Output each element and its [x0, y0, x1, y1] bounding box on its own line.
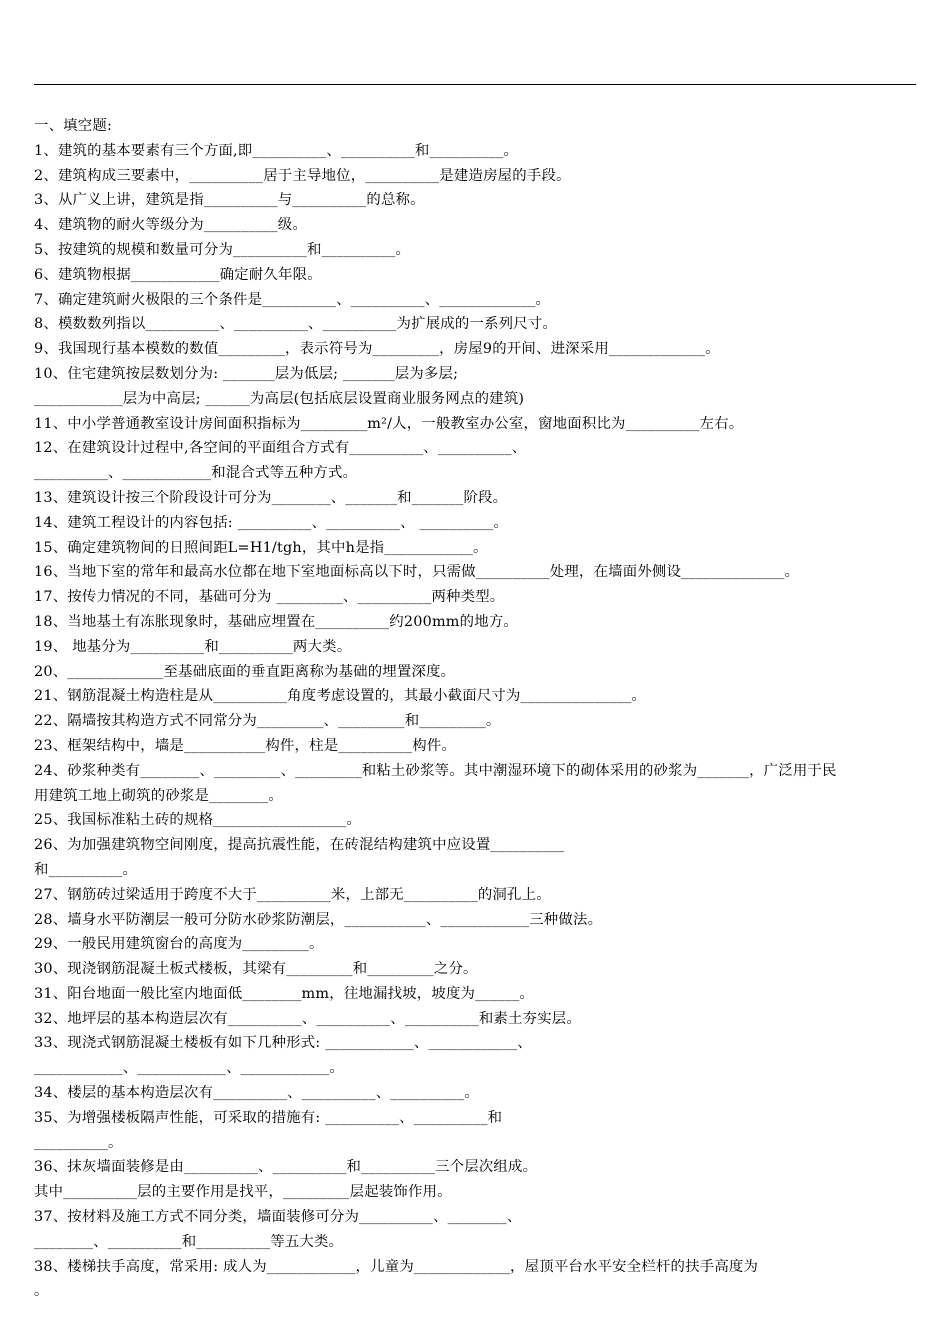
question-line: 17、按传力情况的不同，基础可分为 _________、__________两种类型。 — [34, 589, 505, 606]
question-line: 14、建筑工程设计的内容包括: __________、__________、 __________。 — [34, 514, 509, 531]
question-line: 3、从广义上讲，建筑是指__________与__________的总称。 — [34, 192, 425, 209]
question-line: 8、模数数列指以__________、__________、__________为扩展成的一系列尺寸。 — [34, 316, 558, 333]
question-line: 16、当地下室的常年和最高水位都在地下室地面标高以下时，只需做__________处理，在墙面外侧设______________。 — [34, 564, 800, 581]
question-line: 和__________。 — [34, 861, 138, 878]
question-line: 5、按建筑的规模和数量可分为__________和__________。 — [34, 241, 411, 258]
question-line: 33、现浇式钢筋混凝土楼板有如下几种形式: ____________、____________、 — [34, 1035, 532, 1052]
question-line: 26、为加强建筑物空间刚度，提高抗震性能，在砖混结构建筑中应设置__________ — [34, 837, 565, 854]
question-line: 6、建筑物根据____________确定耐久年限。 — [34, 266, 322, 283]
question-line: 29、一般民用建筑窗台的高度为_________。 — [34, 936, 324, 953]
question-line: 18、当地基土有冻胀现象时，基础应埋置在__________约200mm的地方。 — [34, 613, 519, 630]
question-line: 30、现浇钢筋混凝土板式楼板，其梁有_________和_________之分。 — [34, 961, 478, 978]
question-line: 37、按材料及施工方式不同分类，墙面装修可分为__________、________、 — [34, 1209, 522, 1226]
question-line: 12、在建筑设计过程中,各空间的平面组合方式有__________、__________、 — [34, 440, 527, 457]
section-title: 一、填空题: — [34, 118, 113, 134]
question-line: 9、我国现行基本模数的数值_________，表示符号为_________，房屋9的开间、进深采用_____________。 — [34, 341, 720, 358]
question-line: 2、建筑构成三要素中，__________居于主导地位，__________是建造房屋的手段。 — [34, 167, 571, 184]
question-line: 23、框架结构中，墙是___________构件，柱是__________构件。 — [34, 737, 457, 754]
question-line: 7、确定建筑耐火极限的三个条件是__________、__________、_____________。 — [34, 291, 551, 308]
question-line: 25、我国标准粘土砖的规格__________________。 — [34, 812, 361, 829]
question-line: ____________层为中高层; ______为高层(包括底层设置商业服务网点的建筑) — [34, 390, 525, 407]
question-line: 11、中小学普通教室设计房间面积指标为_________m²/人，一般教室办公室，窗地面积比为__________左右。 — [34, 415, 744, 432]
question-line: 24、砂浆种类有________、_________、_________和粘土砂浆等。其中潮湿环境下的砌体采用的砂浆为_______，广泛用于民 — [34, 762, 837, 779]
question-line: 32、地坪层的基本构造层次有__________、__________、__________和素土夯实层。 — [34, 1010, 581, 1027]
question-line: 4、建筑物的耐火等级分为__________级。 — [34, 217, 307, 234]
question-line: 27、钢筋砖过梁适用于跨度不大于__________米，上部无__________的洞孔上。 — [34, 886, 551, 903]
question-line: 34、楼层的基本构造层次有__________、__________、__________。 — [34, 1085, 479, 1102]
question-line: __________、____________和混合式等五种方式。 — [34, 465, 358, 482]
header-rule — [34, 84, 916, 85]
question-line: 38、楼梯扶手高度，常采用: 成人为____________，儿童为_____________，屋顶平台水平安全栏杆的扶手高度为 — [34, 1258, 759, 1275]
question-line: ____________、____________、____________。 — [34, 1060, 345, 1077]
question-line: 13、建筑设计按三个阶段设计可分为________、_______和_______阶段。 — [34, 489, 508, 506]
question-line: 35、为增强楼板隔声性能，可采取的措施有: __________、__________和 — [34, 1109, 503, 1126]
question-line: 1、建筑的基本要素有三个方面,即__________、__________和__________。 — [34, 142, 519, 159]
question-line: 15、确定建筑物间的日照间距L=H1/tgh，其中h是指____________。 — [34, 539, 488, 556]
question-line: 28、墙身水平防潮层一般可分防水砂浆防潮层，___________、____________三种做法。 — [34, 911, 603, 928]
question-line: 22、隔墙按其构造方式不同常分为_________、_________和_________。 — [34, 713, 501, 730]
question-line: 19、 地基分为__________和__________两大类。 — [34, 638, 352, 655]
question-line: 21、钢筋混凝土构造柱是从__________角度考虑设置的，其最小截面尺寸为_______________。 — [34, 688, 647, 705]
question-line: ________、__________和__________等五大类。 — [34, 1233, 344, 1250]
question-line: 36、抹灰墙面装修是由__________、__________和__________三个层次组成。 — [34, 1159, 538, 1176]
question-list — [34, 114, 918, 1304]
question-line: 。 — [34, 1283, 49, 1300]
question-line: 其中__________层的主要作用是找平，_________层起装饰作用。 — [34, 1184, 452, 1201]
question-line: __________。 — [34, 1134, 123, 1151]
question-line: 20、_____________至基础底面的垂直距离称为基础的埋置深度。 — [34, 663, 456, 680]
lines-container — [34, 139, 918, 1304]
question-line: 用建筑工地上砌筑的砂浆是________。 — [34, 787, 283, 804]
question-line: 31、阳台地面一般比室内地面低________mm，往地漏找坡，坡度为______。 — [34, 985, 535, 1002]
question-line: 10、住宅建筑按层数划分为: _______层为低层; _______层为多层; — [34, 365, 459, 382]
